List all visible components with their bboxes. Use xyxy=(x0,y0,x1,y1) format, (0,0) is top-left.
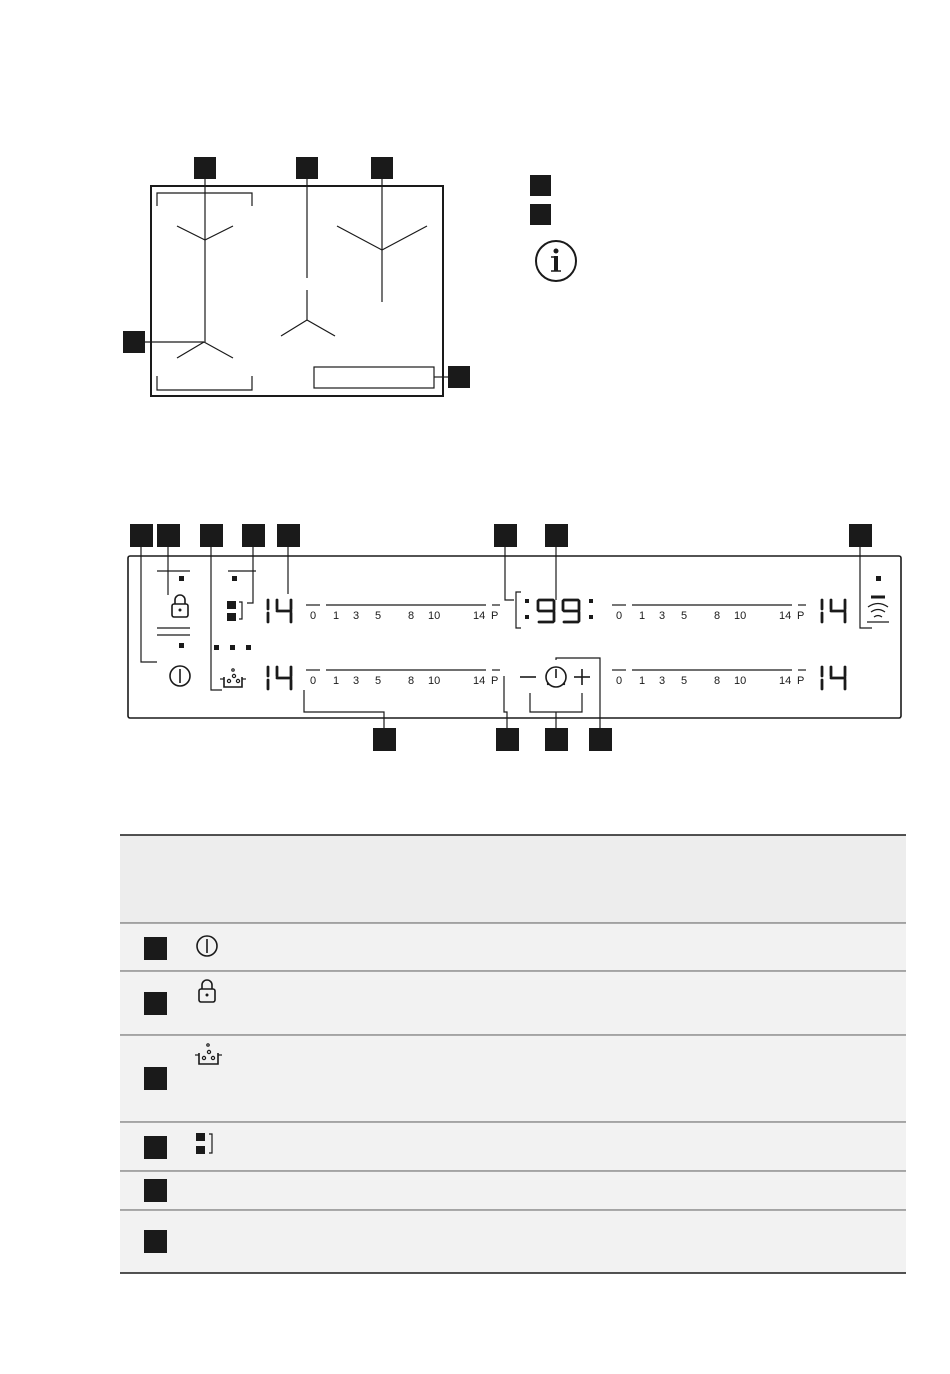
timer-plus-button[interactable] xyxy=(574,669,590,685)
zone-bracket-bottom xyxy=(157,376,252,390)
scale-label: 3 xyxy=(353,610,360,622)
scale-label: 1 xyxy=(333,610,340,622)
bridge-icon[interactable] xyxy=(227,601,242,621)
zone-display-value: 14 xyxy=(0,0,2,1)
row-marker xyxy=(144,1230,167,1253)
function-table xyxy=(0,820,950,1290)
zone-display-top-right xyxy=(822,600,845,622)
scale-label: 5 xyxy=(681,610,688,622)
row-marker xyxy=(144,1179,167,1202)
table-row xyxy=(120,1036,906,1122)
power-icon[interactable] xyxy=(170,666,190,686)
scale-label: 3 xyxy=(353,675,360,687)
row-marker xyxy=(144,937,167,960)
table-row xyxy=(120,924,906,971)
row-marker xyxy=(144,992,167,1015)
scale-label: 0 xyxy=(310,675,317,687)
power-scale-top-right[interactable] xyxy=(616,610,804,622)
scale-label: 1 xyxy=(639,675,646,687)
scale-label: 10 xyxy=(428,610,441,622)
callout-marker xyxy=(194,157,216,179)
callout-marker xyxy=(157,524,180,547)
scale-label: P xyxy=(797,675,805,687)
cooking-zones-diagram xyxy=(0,0,950,460)
table-row xyxy=(120,1123,906,1171)
scale-label: 10 xyxy=(734,610,747,622)
row-marker xyxy=(144,1136,167,1159)
scale-label: 10 xyxy=(734,675,747,687)
callout-marker xyxy=(200,524,223,547)
callout-marker xyxy=(373,728,396,751)
scale-label: 10 xyxy=(428,675,441,687)
callout-marker xyxy=(242,524,265,547)
power-scale-top-left[interactable] xyxy=(310,610,498,622)
callout-marker xyxy=(130,524,153,547)
scale-label: 3 xyxy=(659,610,666,622)
callout-marker xyxy=(494,524,517,547)
legend-marker xyxy=(530,175,551,196)
timer-display xyxy=(516,592,593,628)
zone-display-bottom-left xyxy=(268,667,291,689)
table-row xyxy=(120,972,906,1035)
callout-marker xyxy=(545,728,568,751)
callout-marker xyxy=(496,728,519,751)
scale-label: 0 xyxy=(616,610,623,622)
legend-marker xyxy=(530,204,551,225)
power-scale-bottom-right[interactable] xyxy=(616,675,804,687)
callout-marker xyxy=(545,524,568,547)
scale-label: 0 xyxy=(310,610,317,622)
timer-clock-icon[interactable] xyxy=(546,667,566,687)
scale-label: 5 xyxy=(681,675,688,687)
pot-steam-icon[interactable] xyxy=(220,669,246,687)
callout-marker xyxy=(849,524,872,547)
callout-marker xyxy=(277,524,300,547)
scale-label: P xyxy=(797,610,805,622)
scale-label: 5 xyxy=(375,610,382,622)
scale-label: 3 xyxy=(659,675,666,687)
callout-marker xyxy=(448,366,470,388)
scale-label: 14 xyxy=(779,675,792,687)
scale-label: 5 xyxy=(375,675,382,687)
scale-label: P xyxy=(491,675,499,687)
callout-marker xyxy=(371,157,393,179)
cooktop-outline xyxy=(151,186,443,396)
power-scale-bottom-left[interactable] xyxy=(310,675,498,687)
lock-icon[interactable] xyxy=(172,595,188,617)
callout-marker xyxy=(296,157,318,179)
hob2hood-icon[interactable] xyxy=(867,597,889,622)
scale-label: 8 xyxy=(714,610,721,622)
callout-marker xyxy=(589,728,612,751)
scale-label: 14 xyxy=(779,610,792,622)
scale-label: 14 xyxy=(473,675,486,687)
timer-display-value: :99: xyxy=(0,2,2,3)
control-panel-area xyxy=(314,367,434,388)
zone-display-top-left xyxy=(268,600,291,622)
scale-label: P xyxy=(491,610,499,622)
panel-frame xyxy=(128,556,901,718)
scale-label: 8 xyxy=(408,610,415,622)
callout-marker xyxy=(123,331,145,353)
zone-centre-mark xyxy=(281,290,335,336)
zone-display-bottom-right xyxy=(822,667,845,689)
info-icon xyxy=(536,241,576,281)
scale-label: 8 xyxy=(714,675,721,687)
table-row xyxy=(120,1172,906,1210)
table-row xyxy=(120,1211,906,1273)
row-marker xyxy=(144,1067,167,1090)
table-header xyxy=(120,835,906,923)
scale-label: 0 xyxy=(616,675,623,687)
scale-label: 14 xyxy=(473,610,486,622)
scale-label: 1 xyxy=(333,675,340,687)
scale-label: 1 xyxy=(639,610,646,622)
scale-label: 8 xyxy=(408,675,415,687)
zone-rear-left-mark xyxy=(177,342,233,358)
